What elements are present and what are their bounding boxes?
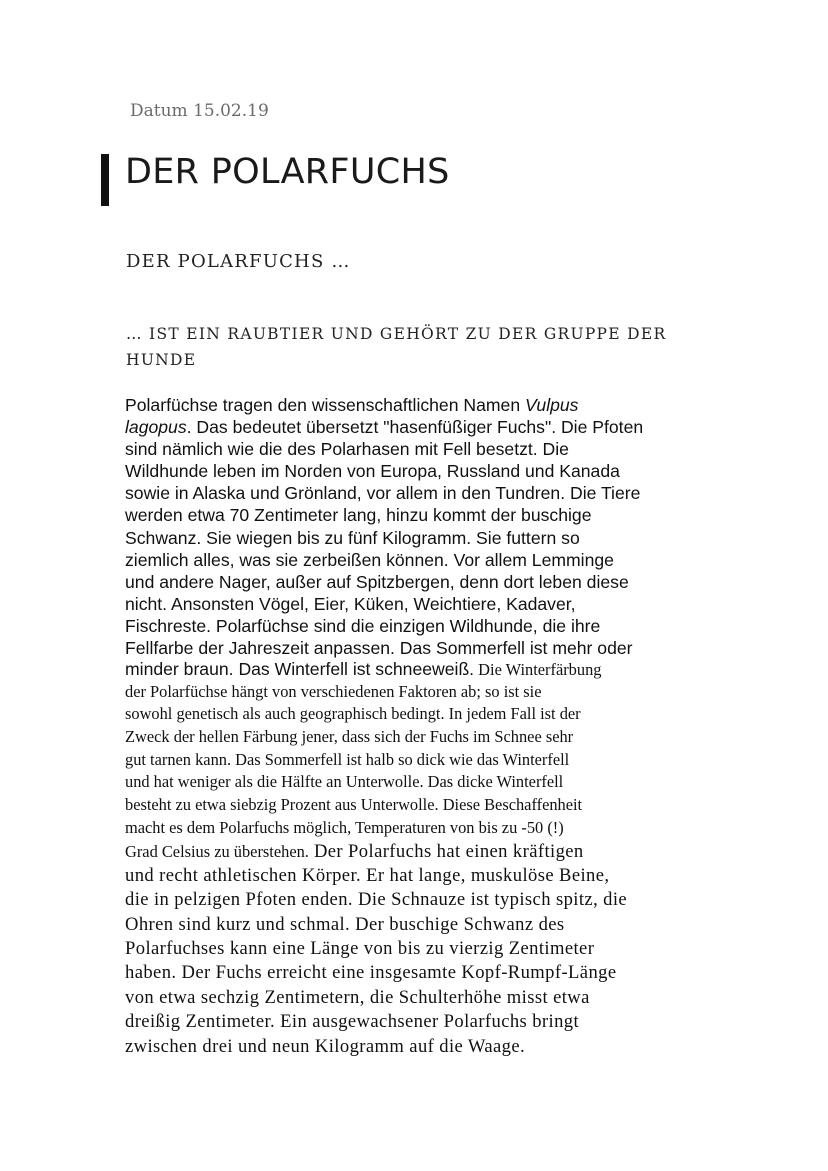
- body-line: Fischreste. Polarfüchse sind die einzigen Wildhunde, die ihre: [125, 615, 601, 636]
- body-line: und hat weniger als die Hälfte an Unterwolle. Das dicke Winterfell: [125, 772, 564, 792]
- body-text-run: Die Winterfärbung: [474, 660, 602, 680]
- body-line: ziemlich alles, was sie zerbeißen können. Vor allem Lemminge: [125, 549, 614, 570]
- body-line: sowie in Alaska und Grönland, vor allem in den Tundren. Die Tiere: [125, 483, 641, 504]
- body-line: [125, 659, 725, 681]
- body-text-run: minder braun. Das Winterfell ist schneeweiß.: [125, 659, 475, 680]
- body-line: Zweck der hellen Färbung jener, dass sich der Fuchs im Schnee sehr: [125, 727, 574, 747]
- body-line: der Polarfüchse hängt von verschiedenen Faktoren ab; so ist sie: [125, 681, 542, 701]
- body-line: sind nämlich wie die des Polarhasen mit Fell besetzt. Die: [125, 439, 569, 460]
- body-text-run: . Das bedeutet übersetzt "hasenfüßiger Fuchs". Die Pfoten: [186, 417, 644, 438]
- body-line: gut tarnen kann. Das Sommerfell ist halb so dick wie das Winterfell: [125, 749, 570, 769]
- body-line: werden etwa 70 Zentimeter lang, hinzu kommt der buschige: [125, 505, 592, 526]
- body-line: zwischen drei und neun Kilogramm auf die Waage.: [125, 1035, 526, 1057]
- body-line: haben. Der Fuchs erreicht eine insgesamte Kopf-Rumpf-Länge: [125, 962, 617, 984]
- body-text-run: Grad Celsius zu überstehen.: [125, 841, 309, 861]
- body-line: Wildhunde leben im Norden von Europa, Russland und Kanada: [125, 461, 620, 482]
- body-line: nicht. Ansonsten Vögel, Eier, Küken, Weichtiere, Kadaver,: [125, 593, 576, 614]
- section-heading: [126, 321, 686, 373]
- body-line: Fellfarbe der Jahreszeit anpassen. Das Sommerfell ist mehr oder: [125, 638, 633, 659]
- body-line: von etwa sechzig Zentimetern, die Schulterhöhe misst etwa: [125, 986, 590, 1008]
- body-line: [125, 394, 725, 416]
- body-line: Polarfuchses kann eine Länge von bis zu vierzig Zentimeter: [125, 938, 595, 960]
- body-line: die in pelzigen Pfoten enden. Die Schnauze ist typisch spitz, die: [125, 889, 628, 911]
- body-line: macht es dem Polarfuchs möglich, Temperaturen von bis zu -50 (!): [125, 817, 564, 837]
- section-heading-line: HUNDE: [126, 351, 197, 369]
- species-name-italic: Vulpus: [525, 395, 579, 415]
- body-line: sowohl genetisch als auch geographisch bedingt. In jedem Fall ist der: [125, 704, 581, 724]
- title-accent-bar: [101, 154, 109, 206]
- body-line: dreißig Zentimeter. Ein ausgewachsener Polarfuchs bringt: [125, 1011, 580, 1033]
- body-line: und andere Nager, außer auf Spitzbergen, denn dort leben diese: [125, 571, 629, 592]
- body-line: Ohren sind kurz und schmal. Der buschige Schwanz des: [125, 913, 565, 935]
- body-text-run: Der Polarfuchs hat einen kräftigen: [308, 840, 584, 862]
- species-name-italic: lagopus: [125, 417, 187, 438]
- body-line: und recht athletischen Körper. Er hat lange, muskulöse Beine,: [125, 864, 610, 886]
- body-line: [125, 840, 725, 864]
- body-paragraph: [125, 394, 725, 1059]
- subtitle-heading: DER POLARFUCHS …: [126, 251, 351, 272]
- date-label: Datum 15.02.19: [130, 101, 269, 121]
- body-line: besteht zu etwa siebzig Prozent aus Unterwolle. Diese Beschaffenheit: [125, 795, 583, 815]
- section-heading-line: … IST EIN RAUBTIER UND GEHÖRT ZU DER GRUPPE DER: [126, 325, 667, 343]
- body-line: Schwanz. Sie wiegen bis zu fünf Kilogramm. Sie futtern so: [125, 527, 580, 548]
- body-line: [125, 416, 725, 438]
- body-text-run: Polarfüchse tragen den wissenschaftlichen Namen: [125, 395, 525, 415]
- page-title: DER POLARFUCHS: [125, 152, 450, 192]
